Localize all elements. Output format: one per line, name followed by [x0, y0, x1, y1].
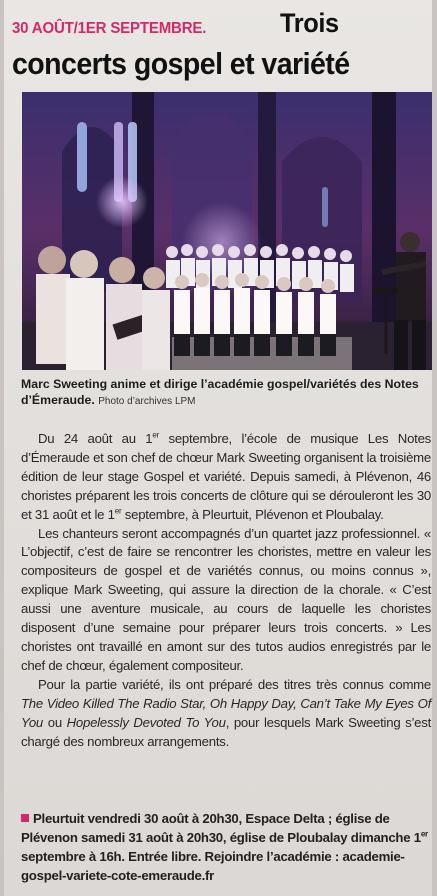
info-sup: er [420, 829, 428, 839]
paragraph-1 [21, 430, 431, 525]
p1-sup2: er [114, 506, 122, 516]
practical-info [21, 810, 431, 886]
choir-photo-illustration [22, 92, 432, 370]
caption-text: Marc Sweeting anime et dirige l’académie gospel/variétés des Notes d’Émeraude. [21, 377, 419, 407]
p3-ou: ou [43, 714, 67, 730]
bullet-square-icon [21, 814, 29, 822]
newspaper-clipping [4, 0, 432, 896]
photo-credit: Photo d’archives LPM [98, 396, 196, 407]
p3-song-titles: The Video Killed The Radio Star, Oh Happy Day, Can’t Take My Eyes Of You [21, 695, 431, 730]
p3-start: Pour la partie variété, ils ont préparé des titres très connus comme [38, 676, 431, 692]
p1-end: septembre, à Pleurtuit, Plévenon et Ploubalay. [121, 506, 384, 522]
info-end: septembre à 16h. Entrée libre. Rejoindre l’académie : academie-gospel-variete-cote-emeraude.fr [21, 848, 405, 883]
article-title-line2: concerts gospel et variété [12, 46, 350, 81]
p1-rest: septembre, l’école de musique Les Notes d’Émeraude et son chef de chœur Mark Sweeting organisent la troisième édition de leur stage Gospel et variété. Depuis samedi, à Plévenon, 46 choristes préparent les trois concerts de clôture qui se dérouleront les 30 et 31 août et le 1 [21, 431, 431, 522]
p3-song-title-4: Hopelessly Devoted To You [66, 714, 226, 730]
paragraph-3 [21, 676, 431, 752]
p1-start: Du 24 août au 1 [38, 431, 153, 446]
article-kicker: 30 AOÛT/1ER SEPTEMBRE. [12, 20, 207, 37]
p3-end: , pour lesquels Mark Sweeting s’est chargé des nombreux arrangements. [21, 714, 432, 749]
paragraph-2: Les chanteurs seront accompagnés d’un quartet jazz professionnel. « L’objectif, c’est de faire se rencontrer les choristes, mettre en valeur les compositeurs de gospel et de variétés connus, ou moins connus », explique Mark Sweeting, qui assure la direction de la chorale. « C’est aussi une aventure musicale, au cours de laquelle les choristes disposent d’une semaine pour préparer leurs trois concerts. » Les choristes ont travaillé en amont sur des tutos audios enregistrés par le chef de chœur, également compositeur. [21, 525, 431, 673]
article-title-line1: Trois [280, 8, 339, 38]
article-body [21, 430, 431, 751]
p1-sup: er [152, 430, 160, 440]
article-photo [22, 92, 432, 370]
info-start: Pleurtuit vendredi 30 août à 20h30, Espace Delta ; église de Plévenon samedi 31 août à 20h30, église de Ploubalay dimanche 1 [21, 811, 421, 845]
photo-caption [21, 376, 431, 410]
